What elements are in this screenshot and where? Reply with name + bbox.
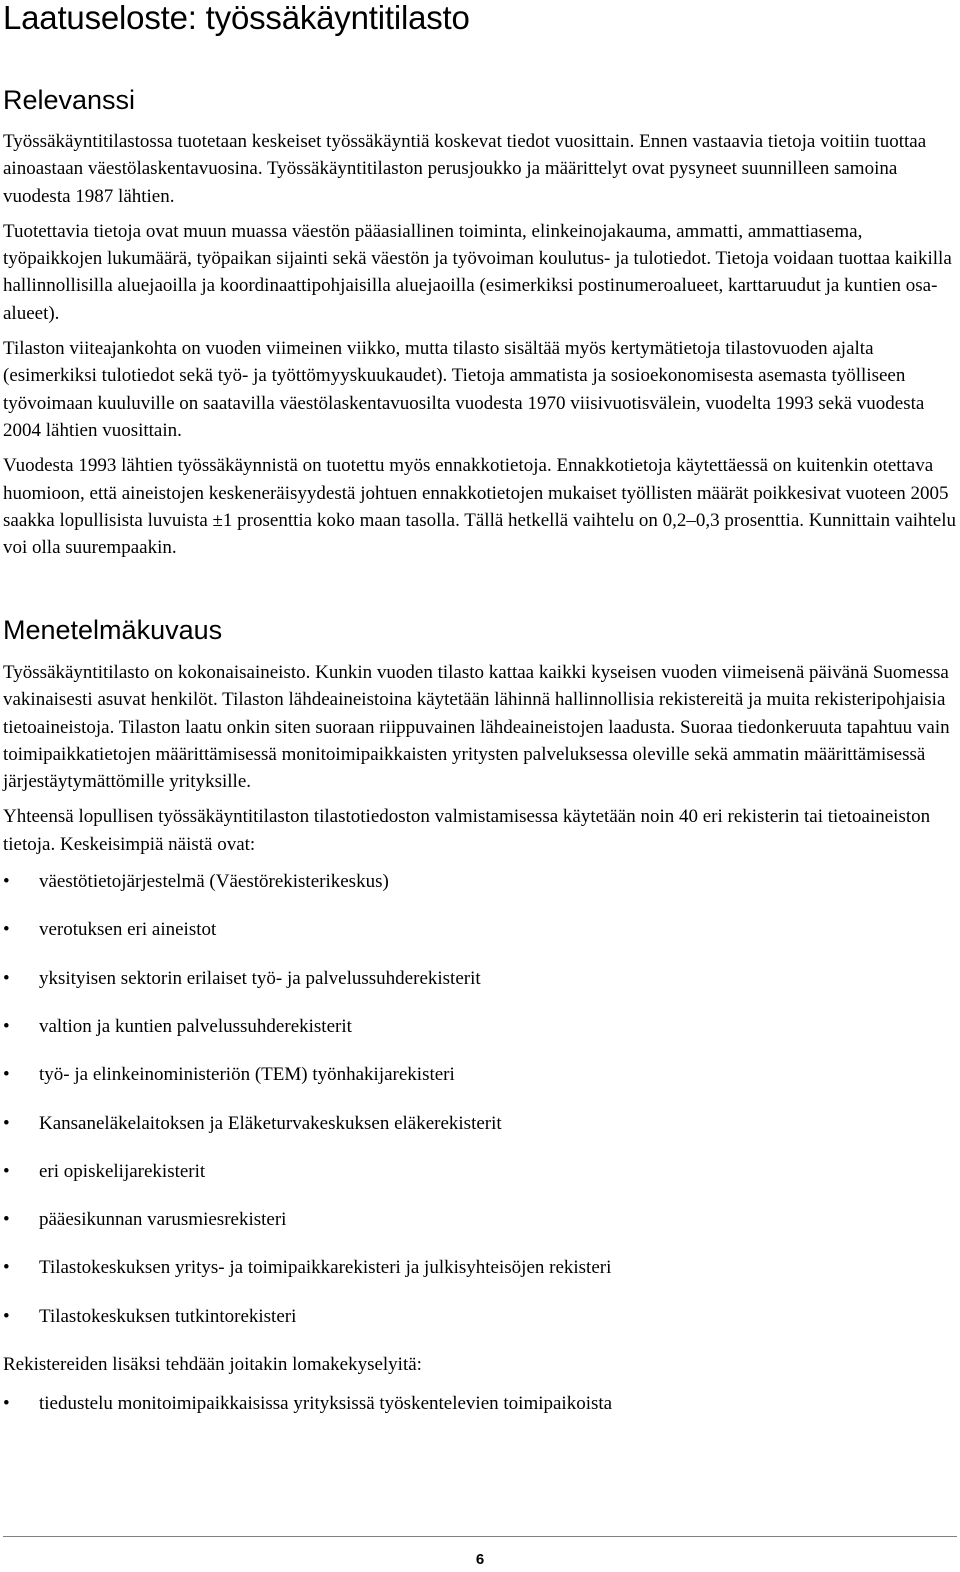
list-item: • valtion ja kuntien palvelussuhderekisterit bbox=[3, 1013, 958, 1061]
paragraph: Työssäkäyntitilastossa tuotetaan keskeiset työssäkäyntiä koskevat tiedot vuosittain. Ennen vastaavia tietoja voitiin tuottaa ainoastaan väestölaskentavuosina. Työssäkäyntitilaston perusjoukko ja määrittelyt ovat pysyneet suunnilleen samoina vuodesta 1987 lähtien. bbox=[3, 131, 927, 207]
list-item: • Tilastokeskuksen yritys- ja toimipaikkarekisteri ja julkisyhteisöjen rekisteri bbox=[3, 1254, 958, 1302]
list-item: • eri opiskelijarekisterit bbox=[3, 1158, 958, 1206]
list-item: • Tilastokeskuksen tutkintorekisteri bbox=[3, 1303, 958, 1351]
paragraph: Rekistereiden lisäksi tehdään joitakin lomakekyselyitä: bbox=[3, 1354, 422, 1376]
paragraph: Työssäkäyntitilasto on kokonaisaineisto. Kunkin vuoden tilasto kattaa kaikki kyseisen vuoden viimeisenä päivänä Suomessa vakinaisesti asuvat henkilöt. Tilaston lähdeaineistoina käytetään lähinnä hallinnollisia rekistereitä ja muita rekisteripohjaisia tietoaineistoja. Tilaston laatu onkin siten suoraan riippuvainen lähdeaineistojen laadusta. Suoraa tiedonkeruuta tapahtuu vain toimipaikkatietojen määrittämisessä monitoimipaikkaisten yritysten palveluksessa oleville sekä ammatin määrittämisessä järjestäytymättömille yrityksille. bbox=[3, 662, 950, 793]
section-menetelmakuvaus bbox=[3, 659, 958, 1439]
paragraph: Vuodesta 1993 lähtien työssäkäynnistä on tuotettu myös ennakkotietoja. Ennakkotietoja käytettäessä on kuitenkin otettava huomioon, että aineistojen keskeneräisyydestä johtuen ennakkotietojen mukaiset työllisten määrät poikkesivat vuoteen 2005 saakka lopullisista luvuista ±1 prosenttia koko maan tasolla. Tällä hetkellä vaihtelu on 0,2–0,3 prosenttia. Kunnittain vaihtelu voi olla suurempaakin. bbox=[3, 455, 957, 559]
list-item: • työ- ja elinkeinoministeriön (TEM) työnhakijarekisteri bbox=[3, 1061, 958, 1109]
section-relevanssi bbox=[3, 128, 958, 569]
register-list bbox=[3, 868, 958, 1351]
list-item: • yksityisen sektorin erilaiset työ- ja palvelussuhderekisterit bbox=[3, 965, 958, 1013]
list-item: • verotuksen eri aineistot bbox=[3, 916, 958, 964]
paragraph: Tuotettavia tietoja ovat muun muassa väestön pääasiallinen toiminta, elinkeinojakauma, ammatti, ammattiasema, työpaikkojen lukumäärä, työpaikan sijainti sekä väestön ja työvoiman koulutus- ja tulotiedot. Tietoja voidaan tuottaa kaikilla hallinnollisilla aluejaoilla ja koordinaattipohjaisilla aluejaoilla (esimerkiksi postinumeroalueet, karttaruudut ja kuntien osa-alueet). bbox=[3, 220, 952, 324]
paragraph: Yhteensä lopullisen työssäkäyntitilaston tilastotiedoston valmistamisessa käytetään noin 40 eri rekisterin tai tietoaineiston tietoja. Keskeisimpiä näistä ovat: bbox=[3, 806, 931, 855]
section-heading-menetelmakuvaus: Menetelmäkuvaus bbox=[3, 615, 223, 645]
list-item: • väestötietojärjestelmä (Väestörekisterikeskus) bbox=[3, 868, 958, 916]
section-heading-relevanssi: Relevanssi bbox=[3, 85, 136, 115]
list-item: • pääesikunnan varusmiesrekisteri bbox=[3, 1206, 958, 1254]
list-item: • Kansaneläkelaitoksen ja Eläketurvakeskuksen eläkerekisterit bbox=[3, 1110, 958, 1158]
page-title: Laatuseloste: työssäkäyntitilasto bbox=[3, 0, 470, 36]
footer-divider bbox=[3, 1536, 957, 1537]
survey-list bbox=[3, 1390, 958, 1438]
page-number: 6 bbox=[475, 1551, 485, 1568]
list-item: • tiedustelu monitoimipaikkaisissa yrityksissä työskentelevien toimipaikoista bbox=[3, 1390, 958, 1438]
paragraph: Tilaston viiteajankohta on vuoden viimeinen viikko, mutta tilasto sisältää myös kertymätietoja tilastovuoden ajalta (esimerkiksi tulotiedot sekä työ- ja työttömyyskuukaudet). Tietoja ammatista ja sosioekonomisesta asemasta työlliseen työvoimaan kuuluville on saatavilla väestölaskentavuosilta vuodesta 1970 viisivuotisvälein, vuodelta 1993 sekä vuodesta 2004 lähtien vuosittain. bbox=[3, 338, 925, 441]
